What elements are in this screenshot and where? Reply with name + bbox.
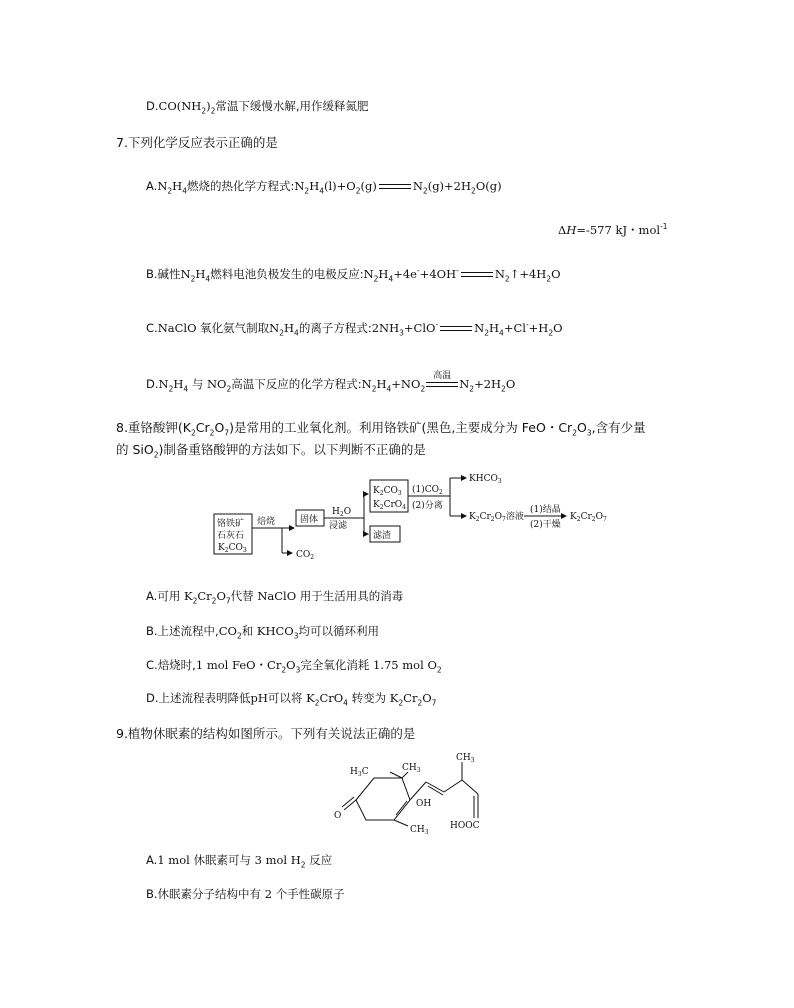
flow-label-limestone: 石灰石 <box>217 531 245 541</box>
flow-label-leach: 浸滤 <box>329 521 348 531</box>
flow-label-chromite: 铬铁矿 <box>217 519 245 529</box>
flow-label-roast: 焙烧 <box>257 517 276 527</box>
q9-stem: 9.植物休眠素的结构如图所示。下列有关说法正确的是 <box>116 726 416 741</box>
q7-option-d: $D.N_2H_4$ 与 $NO_2$高温下反应的化学方程式$:N_2H_4+NO_2$ 高温 $N_2+2H_2O$ <box>146 371 516 394</box>
flow-label-dry: (2)干燥 <box>530 520 561 530</box>
q8-option-c: C.焙烧时,1 mol FeO・$Cr_2O_3$完全氧化消耗 1.75 mol $O_2$ <box>146 658 442 675</box>
flow-label-crystallize: (1)结晶 <box>530 505 561 515</box>
flow-label-step2: (2)分离 <box>412 501 443 511</box>
flow-label-k2co3-b: $K_2CO_3$ <box>373 486 402 497</box>
struct-label-h3c: $H_3C$ <box>350 767 369 778</box>
struct-label-oh: OH <box>416 799 432 809</box>
q7-delta-h: ΔH=-577 kJ・mol$^{-1}$ <box>558 222 668 237</box>
flow-label-solid: 固体 <box>300 515 319 525</box>
q7-stem: 7.下列化学反应表示正确的是 <box>116 135 278 150</box>
struct-label-ch3-top: $CH_3$ <box>402 763 421 774</box>
flow-label-water: $H_2O$ <box>332 507 352 518</box>
q7-option-c: C.NaClO 氧化氨气制取$N_2H_4$的离子方程式$:2NH_3+ClO^-$ $N_2H_4+Cl^-+H_2O$ <box>146 320 563 338</box>
flow-label-co2-out: $CO_2$ <box>296 550 315 561</box>
q8-stem-line1: 8.重铬酸钾$(K_2Cr_2O_7)$是常用的工业氧化剂。利用铬铁矿(黑色,主要成分为 FeO・$Cr_2O_3$,含有少量 <box>116 420 646 438</box>
flow-label-product: $K_2Cr_2O_7$ <box>570 512 607 523</box>
q8-option-d: D.上述流程表明降低pH可以将 $K_2CrO_4$ 转变为 $K_2Cr_2O_7$ <box>146 691 437 708</box>
molecule-structure <box>330 748 500 840</box>
equals-sign-icon <box>379 184 411 189</box>
q7-option-a: $A.N_2H_4$燃烧的热化学方程式$:N_2H_4(l)+O_2(g)$ $N_2(g)+2H_2O(g)$ <box>146 179 502 196</box>
q7-option-b: B.碱性$N_2H_4$燃料电池负极发生的电极反应$:N_2H_4+4e^-+4OH^-$ $N_2↑+4H_2O$ <box>146 266 561 284</box>
flow-label-residue: 滤渣 <box>373 531 392 541</box>
struct-label-ch3-chain: $CH_3$ <box>456 753 475 764</box>
q9-option-a: A.1 mol 休眠素可与 3 mol $H_2$ 反应 <box>146 853 333 870</box>
flow-label-k2co3: $K_2CO_3$ <box>218 543 247 554</box>
q6-option-d: $D.CO(NH_2)_2$常温下缓慢水解,用作缓释氮肥 <box>146 99 369 116</box>
high-temp-condition: 高温 <box>426 382 458 387</box>
q9-option-b: B.休眠素分子结构中有 2 个手性碳原子 <box>146 887 345 901</box>
q8-stem-line2: 的 SiO$_2$)制备重铬酸钾的方法如下。以下判断不正确的是 <box>116 442 426 460</box>
equals-sign-icon <box>440 326 472 331</box>
struct-label-ch3-ring: $CH_3$ <box>410 825 429 836</box>
flow-diagram <box>210 470 650 562</box>
flow-label-solution: $K_2Cr_2O_7$溶液 <box>469 512 524 523</box>
q8-option-a: A.可用 $K_2Cr_2O_7$代替 NaClO 用于生活用具的消毒 <box>146 589 404 606</box>
flow-label-khco3: $KHCO_3$ <box>469 474 502 485</box>
flow-label-step1: $(1)CO_2$ <box>412 485 443 496</box>
equals-sign-icon <box>461 272 493 277</box>
flow-label-k2cro4: $K_2CrO_4$ <box>373 500 406 511</box>
q8-option-b: B.上述流程中$,CO_2$和 $KHCO_3$均可以循环利用 <box>146 624 380 641</box>
struct-label-o: O <box>334 811 342 821</box>
struct-label-cooh: HOOC <box>450 821 480 831</box>
